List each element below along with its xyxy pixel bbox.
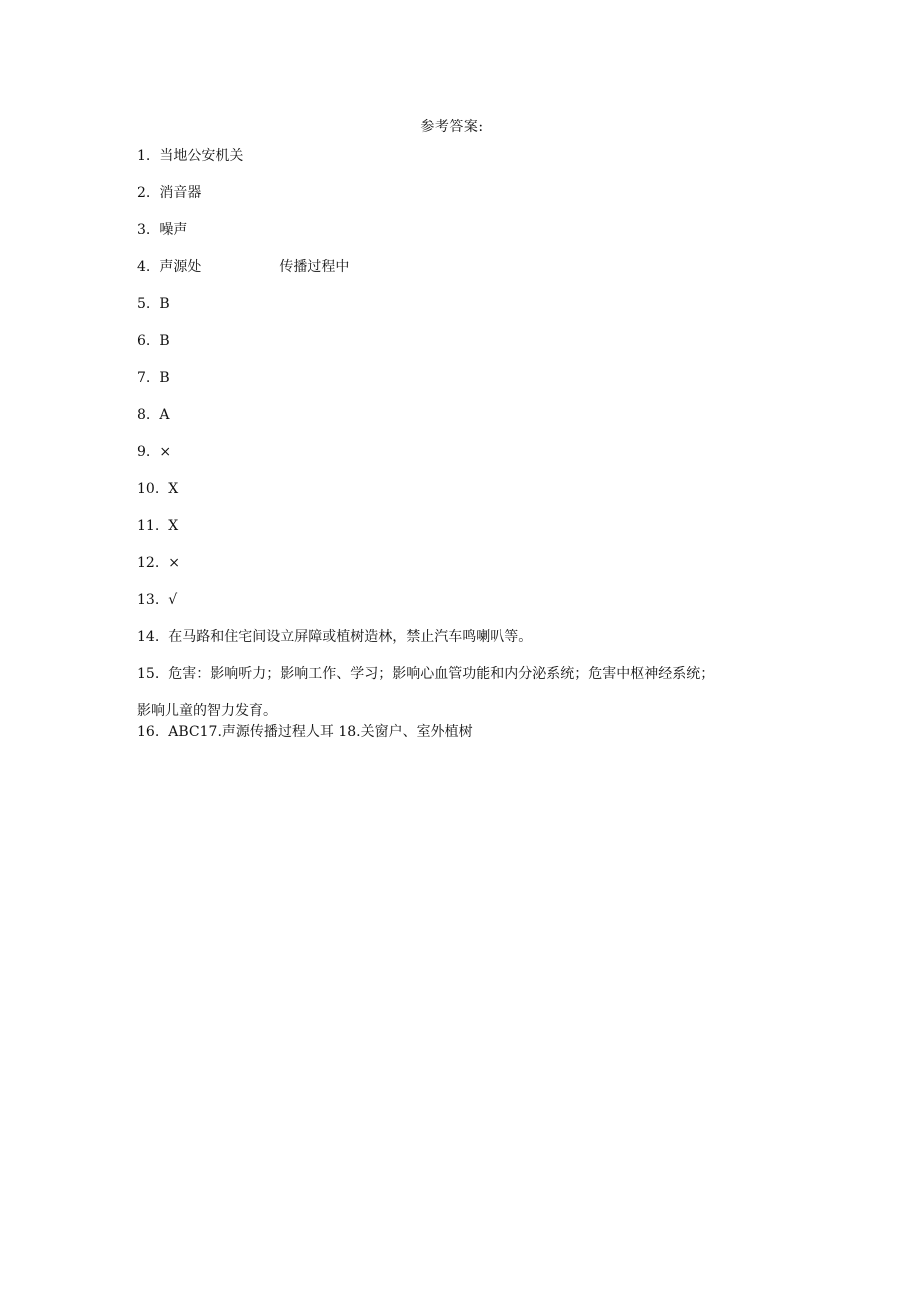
answer-number: 4.: [137, 259, 151, 275]
answer-text: 噪声: [159, 222, 188, 238]
answer-text: 在马路和住宅间设立屏障或植树造林，禁止汽车鸣喇叭等。: [168, 629, 533, 645]
answer-number: 13.: [137, 592, 160, 608]
answer-item-4: [137, 257, 797, 294]
answer-number: 11.: [137, 518, 160, 534]
answer-text: 危害：影响听力；影响工作、学习；影响心血管功能和内分泌系统；危害中枢神经系统；: [168, 666, 715, 682]
answer-item-1: [137, 146, 797, 183]
answer-number: 1.: [137, 148, 151, 164]
answer-list: [137, 146, 797, 759]
answer-number: 10.: [137, 481, 160, 497]
answer-text-second: 传播过程中: [279, 259, 350, 275]
answer-item-12: [137, 553, 797, 590]
answer-text: ABC17.声源传播过程人耳 18.关窗户、室外植树: [168, 724, 473, 740]
answer-text: √: [168, 592, 178, 608]
answer-item-5: [137, 294, 797, 331]
answer-item-11: [137, 516, 797, 553]
answer-text: 消音器: [159, 185, 202, 201]
answer-text: X: [168, 518, 179, 534]
answer-text: B: [159, 333, 170, 349]
answer-item-3: [137, 220, 797, 257]
answer-number: 2.: [137, 185, 151, 201]
answer-item-6: [137, 331, 797, 368]
answer-number: 14.: [137, 629, 160, 645]
answer-item-7: [137, 368, 797, 405]
answer-text: ×: [159, 444, 172, 460]
answer-item-10: [137, 479, 797, 516]
answer-number: 12.: [137, 555, 160, 571]
answer-number: 15.: [137, 666, 160, 682]
answer-item-13: [137, 590, 797, 627]
answer-text: A: [159, 407, 170, 423]
answer-number: 5.: [137, 296, 151, 312]
answer-item-2: [137, 183, 797, 220]
answer-text: B: [159, 296, 170, 312]
page-title: 参考答案:: [420, 119, 484, 135]
answer-number: 6.: [137, 333, 151, 349]
answer-item-15: [137, 656, 797, 730]
answer-text: 声源处: [159, 259, 202, 275]
answer-number: 8.: [137, 407, 151, 423]
answer-number: 3.: [137, 222, 151, 238]
answer-item-16: [137, 722, 797, 759]
answer-number: 16.: [137, 724, 160, 740]
answer-number: 9.: [137, 444, 151, 460]
answer-text: B: [159, 370, 170, 386]
answer-text: X: [168, 481, 179, 497]
answer-number: 7.: [137, 370, 151, 386]
answer-item-8: [137, 405, 797, 442]
answer-item-9: [137, 442, 797, 479]
answer-text: 当地公安机关: [159, 148, 244, 164]
answer-text: ×: [168, 555, 180, 571]
answer-text-continued: 影响儿童的智力发育。: [137, 703, 277, 719]
